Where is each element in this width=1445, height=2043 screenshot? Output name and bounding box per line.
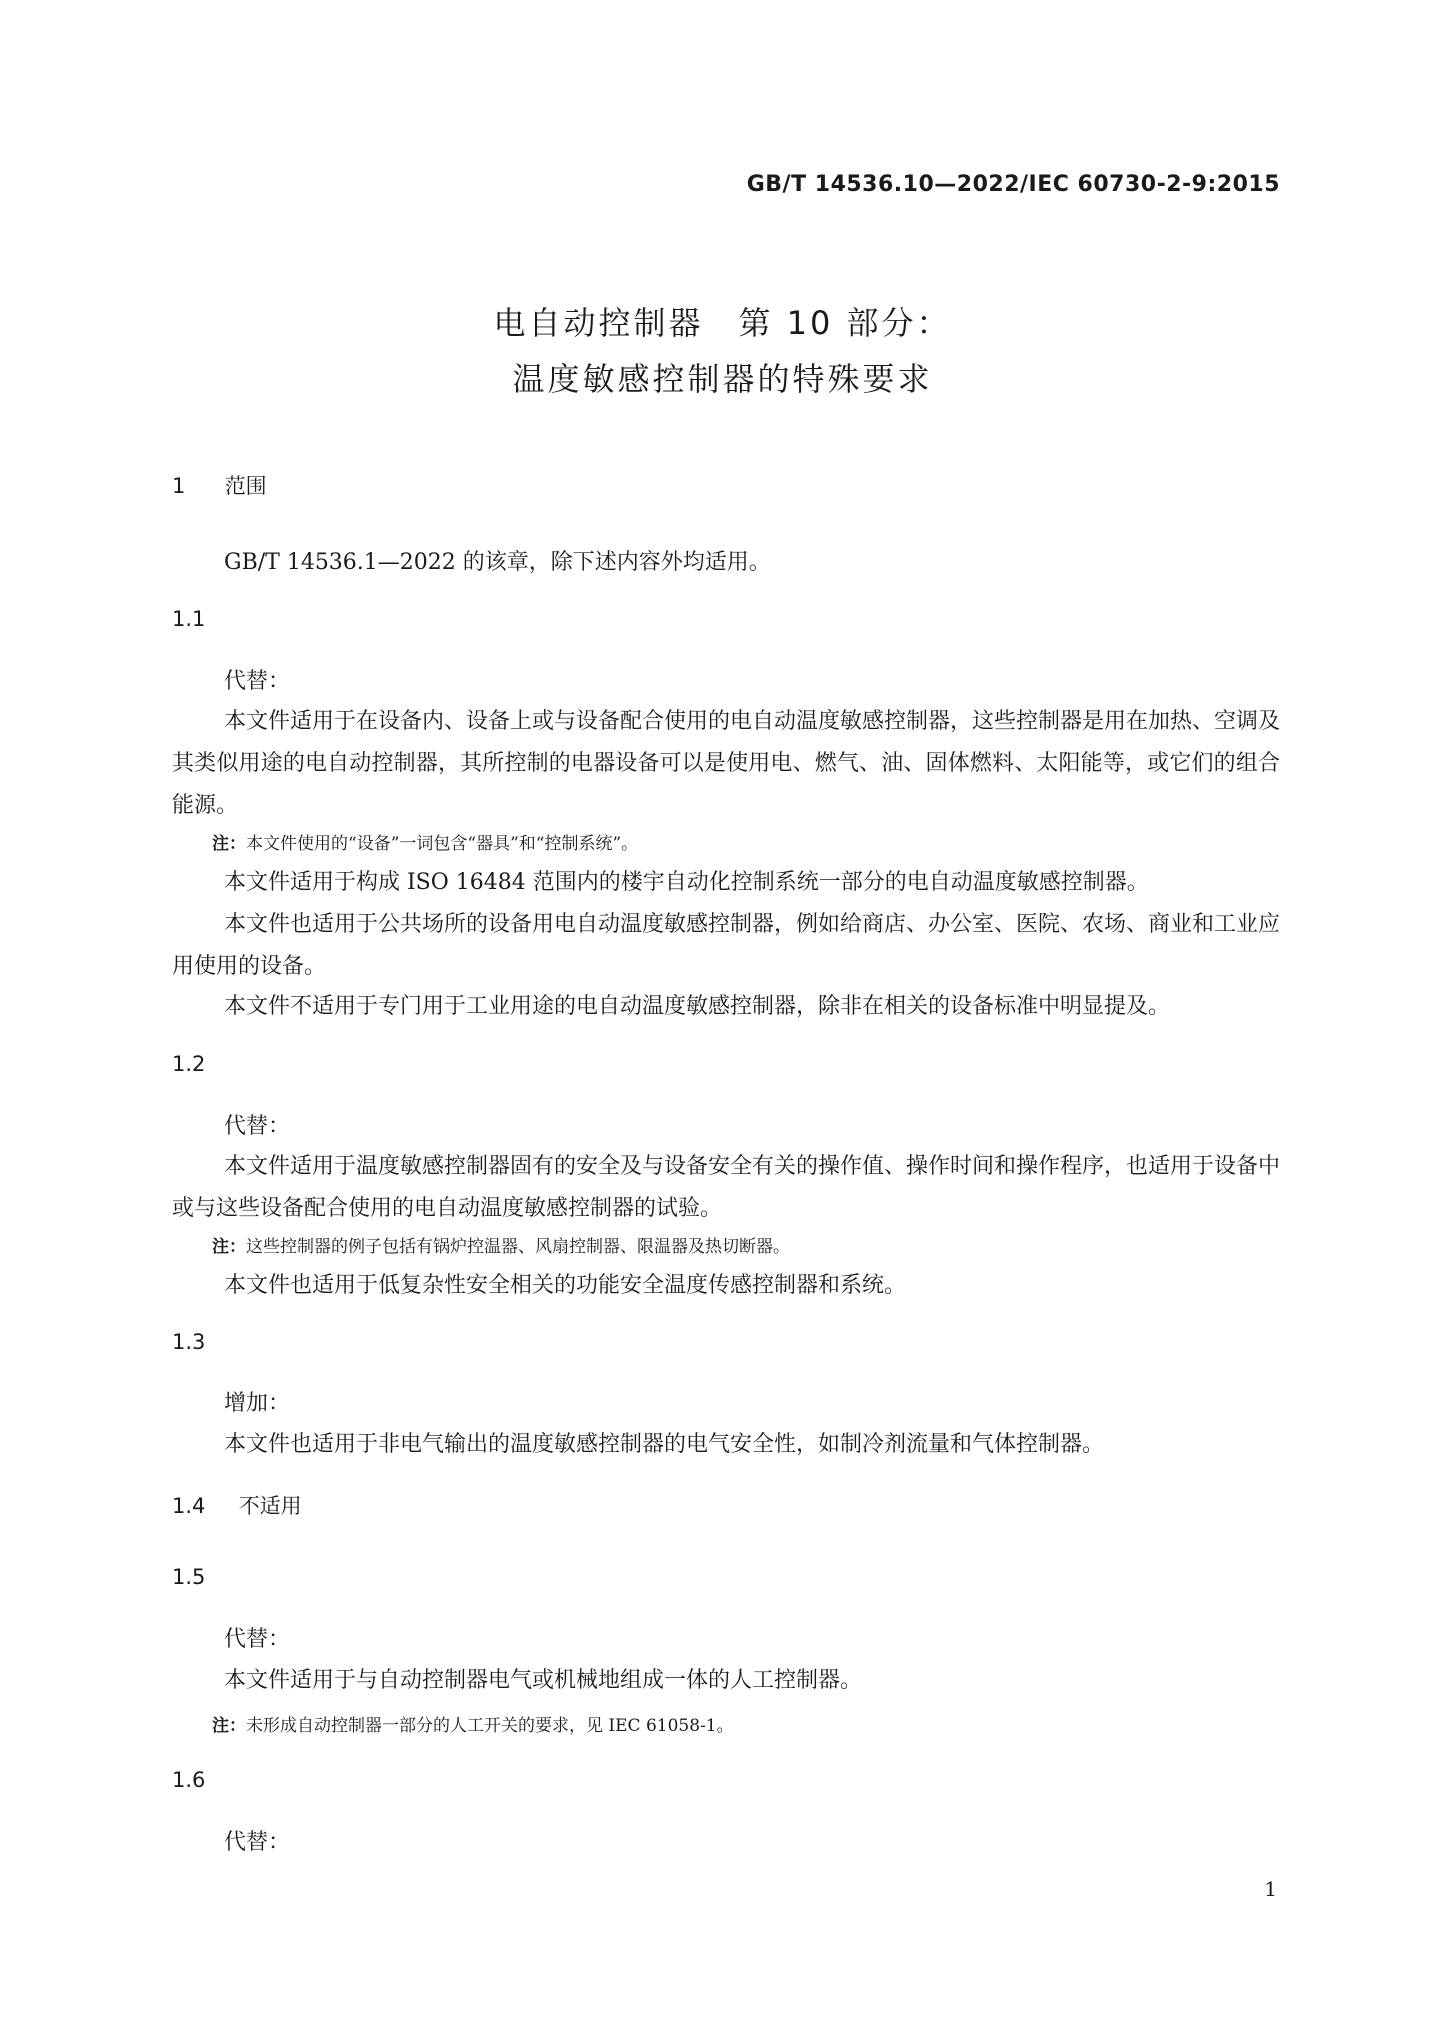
section-number: 1.3 — [172, 1330, 206, 1354]
section-title: 范围 — [224, 474, 267, 498]
section-1-2-note — [212, 1232, 790, 1257]
note-label: 注： — [212, 834, 246, 854]
note-label: 注： — [212, 1237, 246, 1257]
section-1-3-heading — [172, 1330, 214, 1354]
section-number: 1.6 — [172, 1768, 206, 1792]
standard-number-header: GB/T 14536.10—2022/IEC 60730-2-9:2015 — [746, 172, 1280, 197]
section-number: 1.4 — [172, 1494, 206, 1518]
section-1-1-paragraph-1: 本文件适用于在设备内、设备上或与设备配合使用的电自动温度敏感控制器，这些控制器是用在加热、空调及其类似用途的电自动控制器，其所控制的电器设备可以是使用电、燃气、油、固体燃料、太阳能等，或它们的组合能源。 — [172, 709, 1281, 818]
section-1-3-label: 增加： — [224, 1391, 291, 1416]
document-title-line-1: 电自动控制器 第 10 部分： — [493, 304, 952, 342]
section-1-5-note — [212, 1711, 734, 1736]
section-1-1-paragraph-4: 本文件不适用于专门用于工业用途的电自动温度敏感控制器，除非在相关的设备标准中明显提及。 — [224, 994, 1171, 1019]
section-1-1-paragraph-3: 本文件也适用于公共场所的设备用电自动温度敏感控制器，例如给商店、办公室、医院、农场、商业和工业应用使用的设备。 — [172, 912, 1281, 979]
section-1-2-heading — [172, 1052, 214, 1076]
page-number: 1 — [1264, 1877, 1277, 1901]
section-1-1-paragraph-2: 本文件适用于构成 ISO 16484 范围内的楼宇自动化控制系统一部分的电自动温度敏感控制器。 — [224, 870, 1149, 895]
section-1-2-label: 代替： — [224, 1114, 291, 1139]
section-1-6-heading — [172, 1768, 214, 1792]
section-number: 1.2 — [172, 1052, 206, 1076]
section-1-heading — [172, 470, 267, 500]
section-1-1-heading — [172, 607, 214, 631]
section-1-6-label: 代替： — [224, 1830, 291, 1855]
note-text: 这些控制器的例子包括有锅炉控温器、风扇控制器、限温器及热切断器。 — [246, 1237, 790, 1257]
note-text: 本文件使用的“设备”一词包含“器具”和“控制系统”。 — [246, 834, 639, 854]
section-number: 1.1 — [172, 607, 206, 631]
section-1-2-paragraph-1: 本文件适用于温度敏感控制器固有的安全及与设备安全有关的操作值、操作时间和操作程序，也适用于设备中或与这些设备配合使用的电自动温度敏感控制器的试验。 — [172, 1154, 1281, 1221]
note-label: 注： — [212, 1716, 246, 1736]
document-title-line-2: 温度敏感控制器的特殊要求 — [512, 360, 933, 398]
note-text: 未形成自动控制器一部分的人工开关的要求，见 IEC 61058-1。 — [246, 1716, 734, 1736]
section-1-5-label: 代替： — [224, 1627, 291, 1652]
section-1-5-heading — [172, 1565, 214, 1589]
section-1-2-paragraph-2: 本文件也适用于低复杂性安全相关的功能安全温度传感控制器和系统。 — [224, 1273, 907, 1298]
section-1-text: GB/T 14536.1—2022 的该章，除下述内容外均适用。 — [224, 550, 771, 575]
section-1-5-paragraph-1: 本文件适用于与自动控制器电气或机械地组成一体的人工控制器。 — [224, 1668, 863, 1693]
section-number: 1.5 — [172, 1565, 206, 1589]
section-1-1-note — [212, 829, 638, 854]
section-number: 1 — [172, 474, 186, 498]
section-title: 不适用 — [238, 1494, 302, 1518]
section-1-4-heading — [172, 1490, 302, 1520]
section-1-3-paragraph-1: 本文件也适用于非电气输出的温度敏感控制器的电气安全性，如制冷剂流量和气体控制器。 — [224, 1432, 1105, 1457]
section-1-1-label: 代替： — [224, 669, 291, 694]
